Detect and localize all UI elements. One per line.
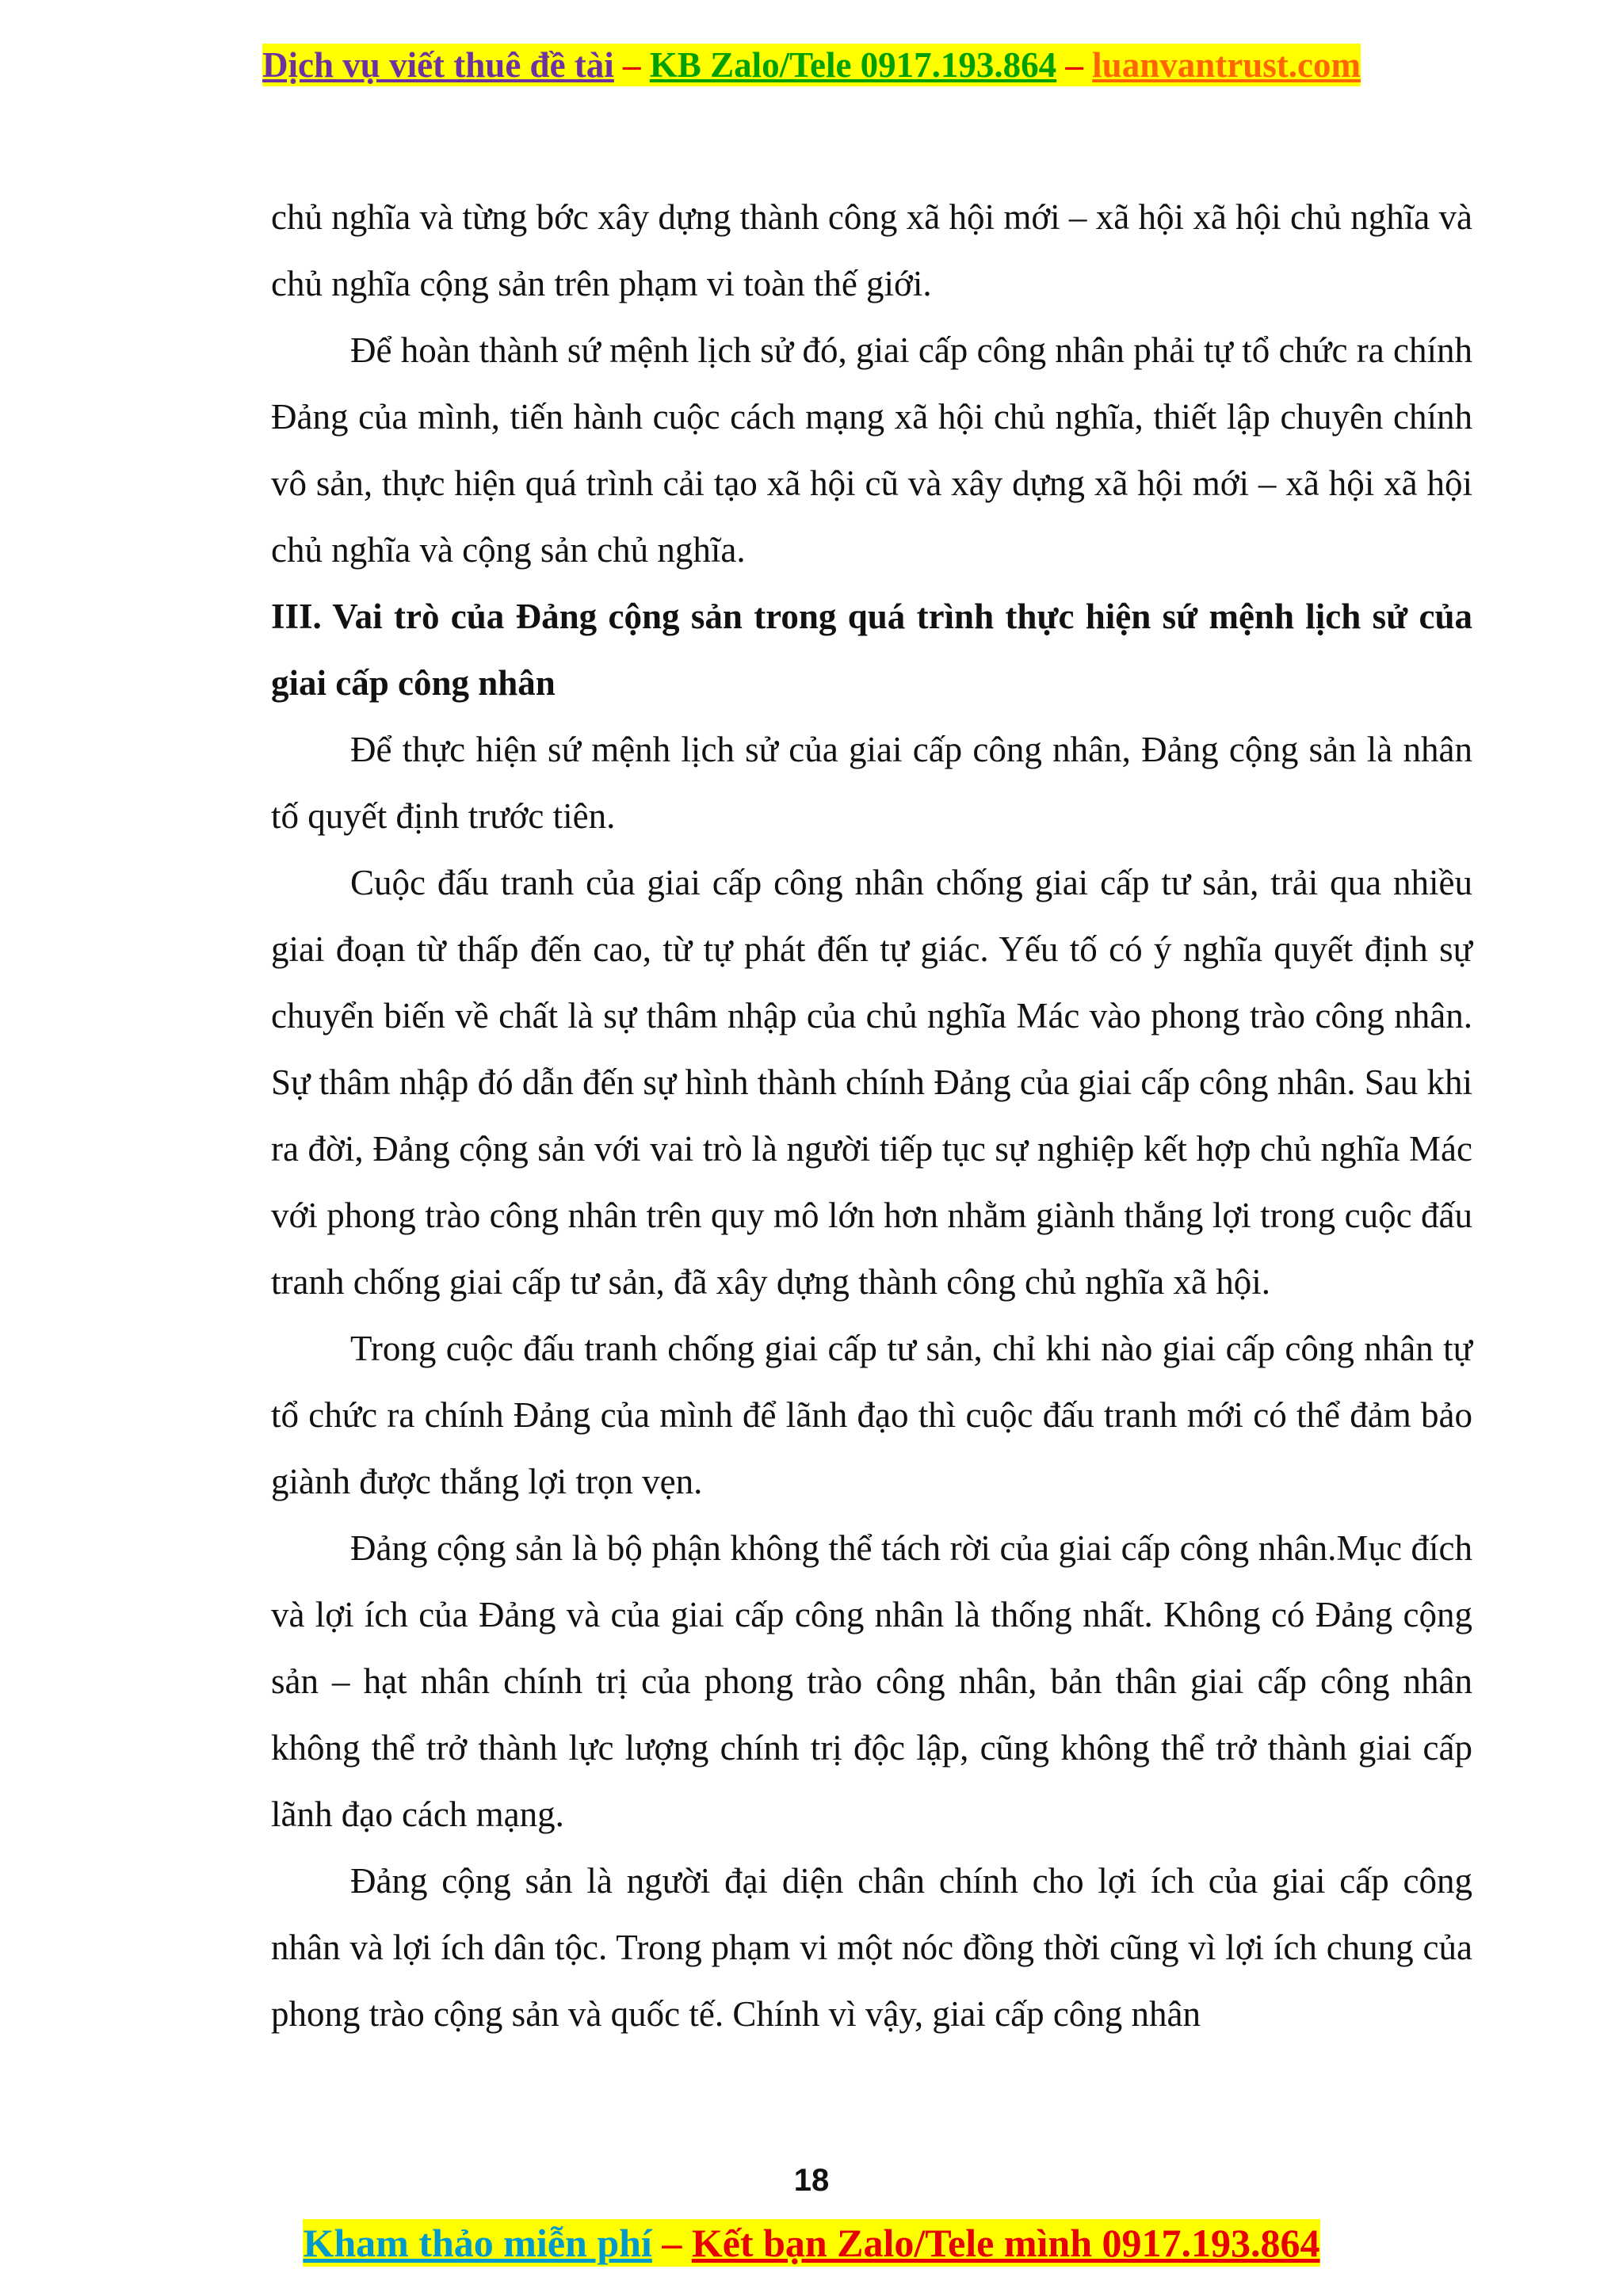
section-heading: III. Vai trò của Đảng cộng sản trong quá trình thực hiện sứ mệnh lịch sử của giai cấp công nhân bbox=[271, 597, 1472, 703]
free-reference-link[interactable]: Kham thảo miễn phí bbox=[303, 2221, 652, 2265]
paragraph: Cuộc đấu tranh của giai cấp công nhân chống giai cấp tư sản, trải qua nhiều giai đoạn từ thấp đến cao, từ tự phát đến tự giác. Yếu tố có ý nghĩa quyết định sự chuyển biến về chất là sự thâm nhập của chủ nghĩa Mác vào phong trào công nhân. Sự thâm nhập đó dẫn đến sự hình thành chính Đảng của giai cấp công nhân. Sau khi ra đời, Đảng cộng sản với vai trò là người tiếp tục sự nghiệp kết hợp chủ nghĩa Mác với phong trào công nhân trên quy mô lớn hơn nhằm giành thắng lợi trong cuộc đấu tranh chống giai cấp tư sản, đã xây dựng thành công chủ nghĩa xã hội. bbox=[271, 863, 1472, 1302]
paragraph: Để hoàn thành sứ mệnh lịch sử đó, giai cấp công nhân phải tự tổ chức ra chính Đảng của mình, tiến hành cuộc cách mạng xã hội chủ nghĩa, thiết lập chuyên chính vô sản, thực hiện quá trình cải tạo xã hội cũ và xây dựng xã hội mới – xã hội xã hội chủ nghĩa và cộng sản chủ nghĩa. bbox=[271, 330, 1472, 570]
contact-link[interactable]: Kết bạn Zalo/Tele mình 0917.193.864 bbox=[691, 2221, 1320, 2265]
banner-separator: – bbox=[651, 2221, 692, 2265]
page-number: 18 bbox=[793, 2163, 830, 2198]
top-banner bbox=[0, 40, 1623, 90]
service-link[interactable]: Dịch vụ viết thuê đề tài bbox=[262, 45, 614, 85]
paragraph: Trong cuộc đấu tranh chống giai cấp tư sản, chỉ khi nào giai cấp công nhân tự tổ chức ra chính Đảng của mình để lãnh đạo thì cuộc đấu tranh mới có thể đảm bảo giành được thắng lợi trọn vẹn. bbox=[271, 1329, 1472, 1501]
site-link[interactable]: luanvantrust.com bbox=[1092, 45, 1361, 85]
bottom-banner bbox=[0, 2215, 1623, 2271]
paragraph: chủ nghĩa và từng bớc xây dựng thành công xã hội mới – xã hội xã hội chủ nghĩa và chủ nghĩa cộng sản trên phạm vi toàn thế giới. bbox=[271, 197, 1472, 303]
banner-separator: – bbox=[613, 45, 650, 85]
document-body bbox=[271, 184, 1472, 2047]
paragraph: Đảng cộng sản là người đại diện chân chính cho lợi ích của giai cấp công nhân và lợi ích dân tộc. Trong phạm vi một nóc đồng thời cũng vì lợi ích chung của phong trào cộng sản và quốc tế. Chính vì vậy, giai cấp công nhân bbox=[271, 1861, 1472, 2034]
banner-separator: – bbox=[1056, 45, 1093, 85]
paragraph: Để thực hiện sứ mệnh lịch sử của giai cấp công nhân, Đảng cộng sản là nhân tố quyết định trước tiên. bbox=[271, 730, 1472, 836]
contact-link[interactable]: KB Zalo/Tele 0917.193.864 bbox=[649, 45, 1057, 85]
paragraph: Đảng cộng sản là bộ phận không thể tách rời của giai cấp công nhân.Mục đích và lợi ích của Đảng và của giai cấp công nhân là thống nhất. Không có Đảng cộng sản – hạt nhân chính trị của phong trào công nhân, bản thân giai cấp công nhân không thể trở thành lực lượng chính trị độc lập, cũng không thể trở thành giai cấp lãnh đạo cách mạng. bbox=[271, 1528, 1472, 1834]
